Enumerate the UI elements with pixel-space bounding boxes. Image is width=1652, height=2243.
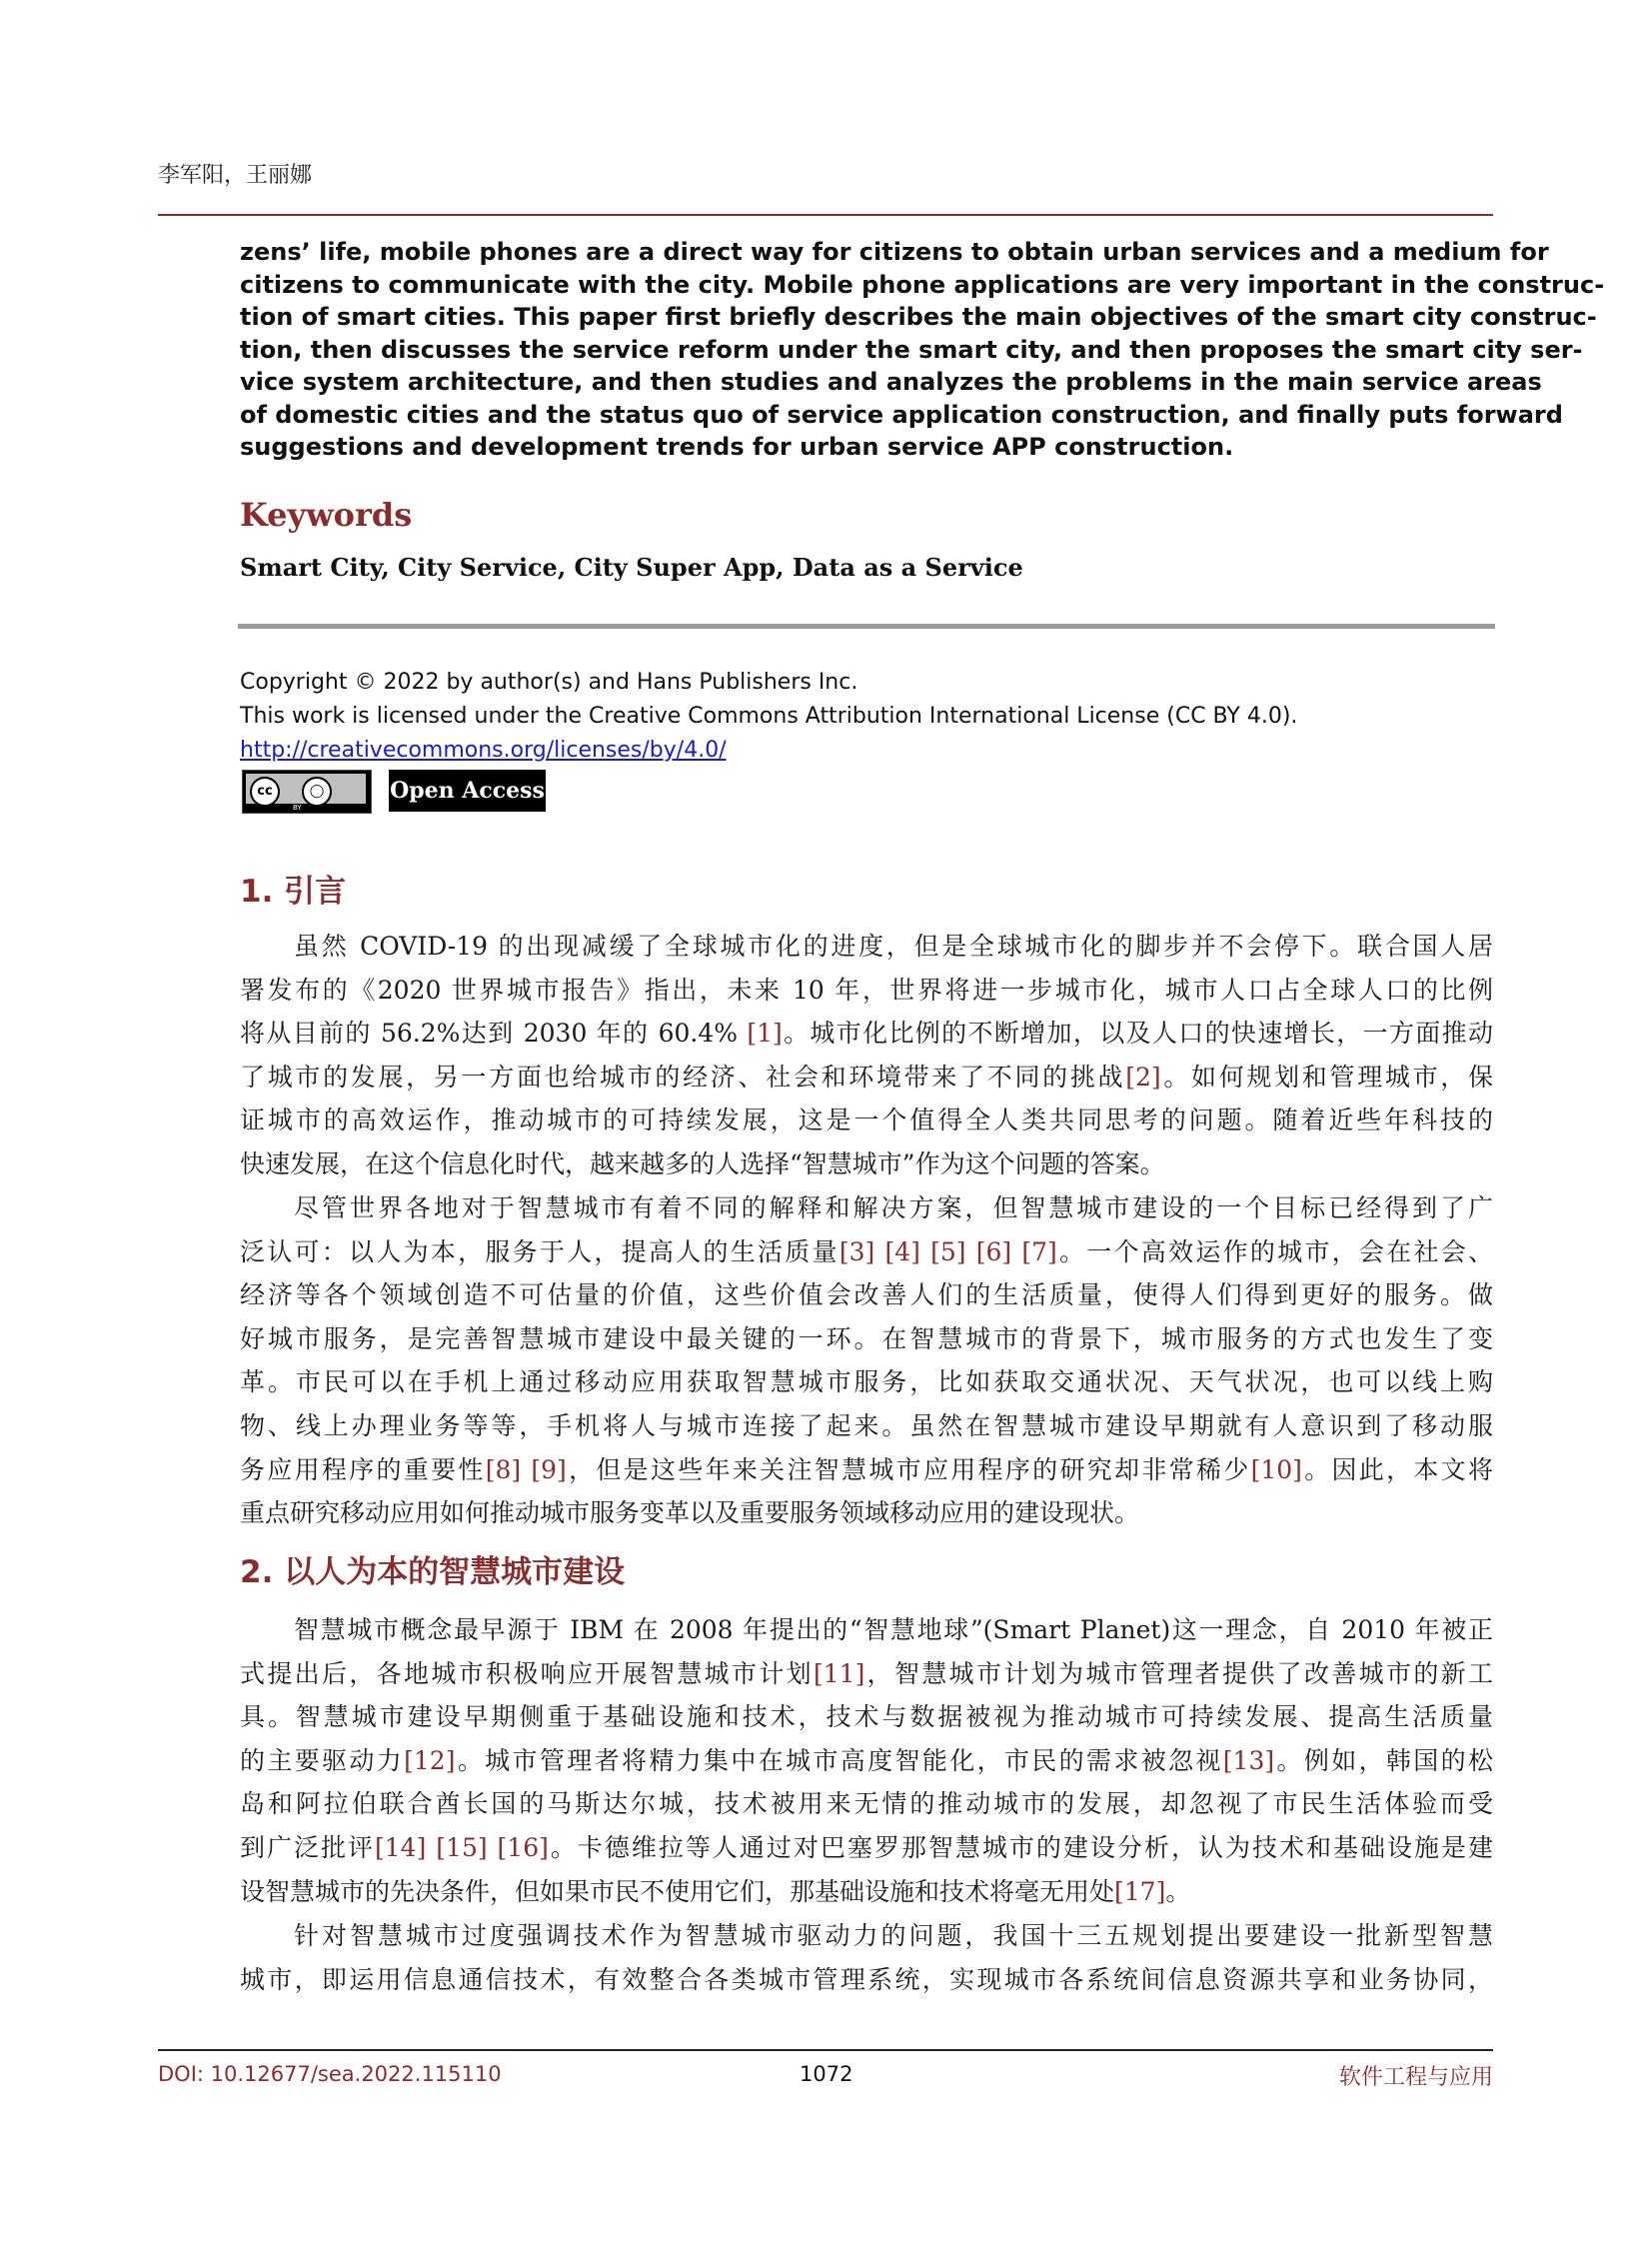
keywords-divider — [238, 624, 1495, 629]
section-1-paragraph-1 — [240, 925, 1493, 1186]
paragraph-line — [240, 1652, 1493, 1696]
abstract-line: tion of smart cities. This paper first briefly describes the main objectives of the smart city construc- — [240, 303, 1597, 331]
paragraph-line — [240, 1739, 1493, 1783]
paragraph-text: 好城市服务，是完善智慧城市建设中最关键的一环。在智慧城市的背景下，城市服务的方式也发生了变 — [240, 1323, 1493, 1353]
paragraph-text: 将从目前的 56.2%达到 2030 年的 60.4% — [240, 1019, 748, 1049]
paragraph-text: 的主要驱动力 — [240, 1745, 405, 1775]
paragraph-line — [240, 1695, 1493, 1739]
page-number: 1072 — [800, 2062, 853, 2086]
paragraph-text: 岛和阿拉伯联合酋长国的马斯达尔城，技术被用来无情的推动城市的发展，却忽视了市民生活体验而受 — [240, 1789, 1493, 1819]
abstract-line: citizens to communicate with the city. Mobile phone applications are very important in the construc- — [240, 270, 1605, 299]
paragraph-line — [240, 1870, 1493, 1914]
citation-link[interactable]: [17] — [1114, 1876, 1166, 1906]
footer-divider — [158, 2049, 1493, 2051]
keywords-list: Smart City, City Service, City Super App, Data as a Service — [240, 553, 1023, 582]
paragraph-text: 式提出后，各地城市积极响应开展智慧城市计划 — [240, 1658, 814, 1688]
cc-badge-by-label: BY — [293, 804, 302, 812]
section-2-title: 2. 以人为本的智慧城市建设 — [240, 1554, 626, 1590]
paragraph-line — [240, 1826, 1493, 1870]
citation-link[interactable]: [12] — [404, 1745, 456, 1775]
paragraph-text: ，智慧城市计划为城市管理者提供了改善城市的新工 — [864, 1658, 1493, 1688]
paragraph-text: 城市，即运用信息通信技术，有效整合各类城市管理系统，实现城市各系统间信息资源共享和业务协同， — [240, 1964, 1493, 1994]
paragraph-line — [240, 1448, 1493, 1492]
paragraph-text: 设智慧城市的先决条件，但如果市民不使用它们，那基础设施和技术将毫无用处 — [240, 1876, 1115, 1906]
citation-link[interactable]: [1] — [747, 1019, 783, 1049]
section-2-paragraph-1 — [240, 1608, 1493, 1913]
paragraph-text: 。一个高效运作的城市，会在社会、 — [1056, 1236, 1493, 1266]
paragraph-line — [240, 925, 1493, 969]
paragraph-line — [240, 1056, 1493, 1100]
paragraph-text: 具。智慧城市建设早期侧重于基础设施和技术，技术与数据被视为推动城市可持续发展、提高生活质量 — [240, 1702, 1493, 1732]
paragraph-line — [240, 1273, 1493, 1317]
paragraph-line — [240, 1186, 1493, 1230]
header-divider — [158, 214, 1493, 216]
abstract-line: of domestic cities and the status quo of service application construction, and finally puts forward — [240, 400, 1563, 429]
cc-badge-background — [246, 774, 366, 804]
paragraph-text: 智慧城市概念最早源于 IBM 在 2008 年提出的“智慧地球”(Smart Planet)这一理念，自 2010 年被正 — [294, 1615, 1493, 1644]
license-link[interactable]: http://creativecommons.org/licenses/by/4.0/ — [240, 738, 727, 763]
paragraph-line — [240, 1782, 1493, 1826]
journal-name: 软件工程与应用 — [1338, 2065, 1493, 2090]
citation-link[interactable]: [10] — [1250, 1454, 1302, 1484]
section-1-paragraph-2 — [240, 1186, 1493, 1535]
citation-link[interactable]: [11] — [814, 1658, 865, 1688]
section-2-paragraph-2 — [240, 1914, 1493, 2001]
paragraph-text: 。如何规划和管理城市，保 — [1160, 1062, 1493, 1092]
abstract-line: tion, then discusses the service reform under the smart city, and then proposes the smart city ser- — [240, 335, 1583, 364]
paragraph-text: 。例如，韩国的松 — [1274, 1745, 1493, 1775]
paragraph-line — [240, 1230, 1493, 1274]
paragraph-text: 务应用程序的重要性 — [240, 1454, 486, 1484]
abstract-line: vice system architecture, and then studies and analyzes the problems in the main service areas — [240, 368, 1542, 396]
paragraph-text: 。卡德维拉等人通过对巴塞罗那智慧城市的建设分析，认为技术和基础设施是建 — [548, 1832, 1493, 1862]
abstract-line: zens’ life, mobile phones are a direct way for citizens to obtain urban services and a medium for — [240, 238, 1549, 266]
by-person-icon: ◯ — [302, 777, 332, 807]
paragraph-line — [240, 1142, 1493, 1186]
abstract-text — [240, 236, 1605, 464]
paragraph-line — [240, 1099, 1493, 1142]
cc-by-badge[interactable] — [242, 770, 372, 814]
open-access-badge[interactable]: Open Access — [389, 770, 546, 812]
paragraph-line — [240, 1958, 1493, 2002]
paragraph-text: 。城市化比例的不断增加，以及人口的快速增长，一方面推动 — [782, 1019, 1493, 1049]
paragraph-text: 泛认可：以人为本，服务于人，提高人的生活质量 — [240, 1236, 839, 1266]
cc-icon: cc — [250, 777, 280, 807]
section-1-title: 1. 引言 — [240, 874, 347, 910]
paragraph-text: 经济等各个领域创造不可估量的价值，这些价值会改善人们的生活质量，使得人们得到更好的服务。做 — [240, 1280, 1493, 1310]
paragraph-text: 。城市管理者将精力集中在城市高度智能化，市民的需求被忽视 — [455, 1745, 1223, 1775]
paragraph-line — [240, 1608, 1493, 1652]
paragraph-text: 。因此，本文将 — [1301, 1454, 1493, 1484]
paragraph-text: 到广泛批评 — [240, 1832, 376, 1862]
citation-link[interactable]: [14] [15] [16] — [375, 1832, 549, 1862]
paragraph-line — [240, 1491, 1493, 1535]
license-notice: This work is licensed under the Creative Commons Attribution International License (CC BY 4.0). — [240, 704, 1298, 729]
paragraph-text: 。 — [1165, 1876, 1191, 1906]
paragraph-text: 物、线上办理业务等等，手机将人与城市连接了起来。虽然在智慧城市建设早期就有人意识到了移动服 — [240, 1410, 1493, 1440]
keywords-heading: Keywords — [240, 496, 413, 534]
paragraph-line — [240, 1914, 1493, 1958]
paragraph-line — [240, 1317, 1493, 1361]
citation-link[interactable]: [2] — [1125, 1062, 1161, 1092]
citation-link[interactable]: [8] [9] — [485, 1454, 567, 1484]
paragraph-text: ，但是这些年来关注智慧城市应用程序的研究却非常稀少 — [566, 1454, 1251, 1484]
citation-link[interactable]: [13] — [1222, 1745, 1275, 1775]
abstract-line: suggestions and development trends for urban service APP construction. — [240, 433, 1234, 461]
paragraph-text: 革。市民可以在手机上通过移动应用获取智慧城市服务，比如获取交通状况、天气状况，也可以线上购 — [240, 1367, 1493, 1397]
copyright-notice: Copyright © 2022 by author(s) and Hans Publishers Inc. — [240, 670, 858, 695]
paragraph-text: 重点研究移动应用如何推动城市服务变革以及重要服务领域移动应用的建设现状。 — [240, 1498, 1140, 1528]
paragraph-text: 虽然 COVID-19 的出现减缓了全球城市化的进度，但是全球城市化的脚步并不会停下。联合国人居 — [294, 932, 1493, 961]
paragraph-text: 快速发展，在这个信息化时代，越来越多的人选择“智慧城市”作为这个问题的答案。 — [240, 1148, 1165, 1178]
citation-link[interactable]: [3] [4] [5] [6] [7] — [838, 1236, 1057, 1266]
footer-doi: DOI: 10.12677/sea.2022.115110 — [158, 2062, 502, 2086]
paragraph-line — [240, 969, 1493, 1013]
paragraph-text: 针对智慧城市过度强调技术作为智慧城市驱动力的问题，我国十三五规划提出要建设一批新型智慧 — [294, 1921, 1493, 1950]
paragraph-text: 证城市的高效运作，推动城市的可持续发展，这是一个值得全人类共同思考的问题。随着近些年科技的 — [240, 1106, 1493, 1135]
paragraph-line — [240, 1404, 1493, 1448]
paragraph-line — [240, 1012, 1493, 1056]
paragraph-line — [240, 1360, 1493, 1404]
paragraph-text: 署发布的《2020 世界城市报告》指出，未来 10 年，世界将进一步城市化，城市人口占全球人口的比例 — [240, 975, 1493, 1005]
paragraph-text: 了城市的发展，另一方面也给城市的经济、社会和环境带来了不同的挑战 — [240, 1062, 1126, 1092]
paragraph-text: 尽管世界各地对于智慧城市有着不同的解释和解决方案，但智慧城市建设的一个目标已经得到了广 — [294, 1193, 1493, 1222]
header-authors: 李军阳，王丽娜 — [158, 163, 313, 188]
